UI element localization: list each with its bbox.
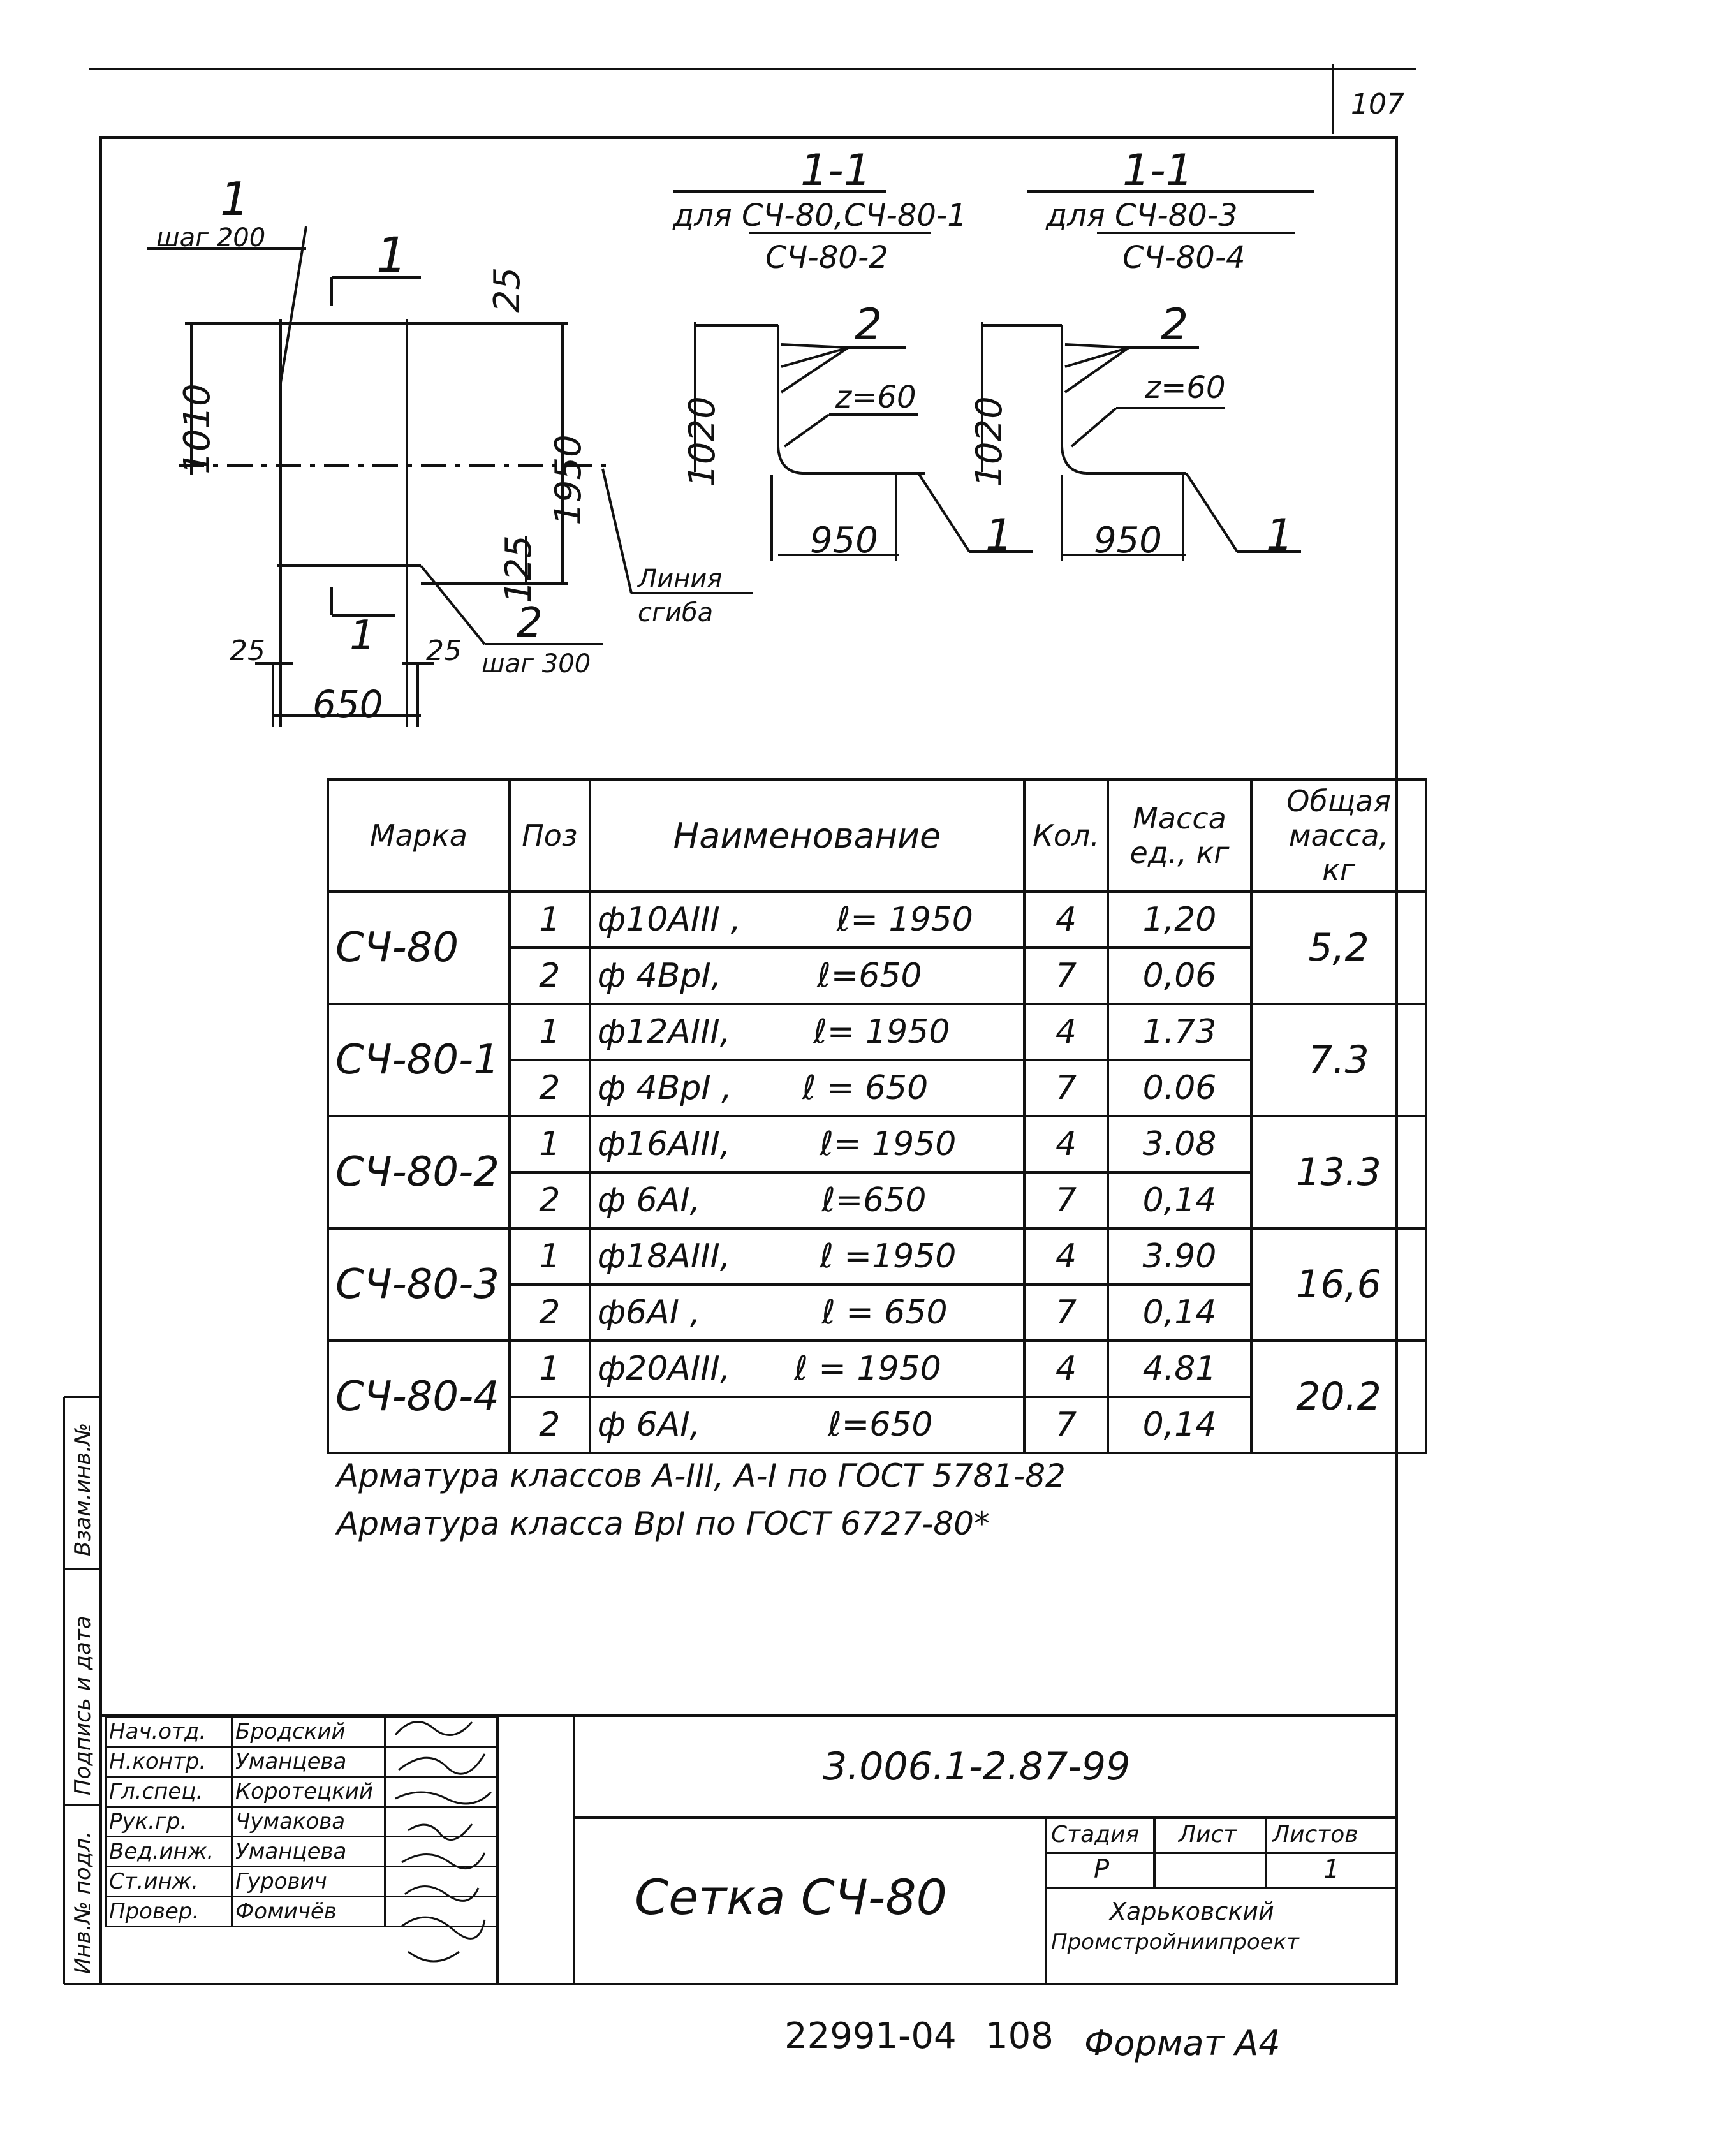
qty-cell: 4: [1024, 1004, 1108, 1060]
section-b-title: 1-1: [1122, 145, 1194, 196]
name-cell: [590, 892, 1025, 948]
pos-cell: 2: [510, 1397, 590, 1453]
section-b-z-label: z=60: [1145, 370, 1226, 406]
plan-callout-1: 1: [220, 172, 249, 226]
table-header-row: [328, 779, 1426, 892]
total-cell: 7.3: [1251, 1004, 1426, 1116]
mark-cell: СЧ-80-3: [328, 1228, 510, 1341]
bend-line-label-1: Линия: [638, 564, 723, 594]
plan-callout-2: 2: [517, 600, 543, 647]
mass-cell: 3.08: [1108, 1116, 1251, 1172]
mass-cell: 1.73: [1108, 1004, 1251, 1060]
mark-cell: СЧ-80: [328, 892, 510, 1004]
section-a-dim-950: 950: [810, 520, 878, 561]
header-total-mass: [1251, 779, 1426, 892]
len: ℓ =1950: [820, 1237, 957, 1276]
section-a-callout-2: 2: [855, 300, 883, 350]
name-cell: [590, 1228, 1025, 1285]
name-cell: [590, 1004, 1025, 1060]
pos-cell: 2: [510, 1060, 590, 1116]
dia: ф 4ВрI,: [597, 957, 722, 995]
section-b-callout-1: 1: [1266, 510, 1294, 561]
bend-line-label-2: сгиба: [638, 598, 714, 628]
section-b-subtitle-2: СЧ-80-4: [1122, 240, 1246, 276]
mass-cell: 0,06: [1108, 948, 1251, 1004]
signer-role: Гл.спец.: [106, 1777, 232, 1807]
qty-cell: 4: [1024, 1228, 1108, 1285]
len: ℓ=650: [817, 957, 922, 995]
header-unit-mass: [1108, 779, 1251, 892]
dia: ф 6АI,: [597, 1406, 701, 1444]
section-b-dim-1020: 1020: [968, 396, 1010, 487]
side-label-replace-inv: Взам.инв.№: [70, 1422, 96, 1556]
signer-role: Вед.инж.: [106, 1837, 232, 1867]
name-cell: [590, 1172, 1025, 1228]
footer-page: 108: [985, 2015, 1054, 2057]
len: ℓ = 650: [821, 1293, 948, 1332]
header-unit-mass-line2: ед., кг: [1129, 836, 1230, 870]
plan-callout-1-note: шаг 200: [156, 223, 266, 253]
total-cell: 16,6: [1251, 1228, 1426, 1341]
section-a-title: 1-1: [800, 145, 872, 196]
note-line-1: Арматура классов А-III, А-I по ГОСТ 5781-82: [337, 1457, 1066, 1494]
table-row: [328, 1228, 1426, 1285]
signer-name: Уманцева: [232, 1837, 385, 1867]
dia: ф 4ВрI ,: [597, 1069, 732, 1107]
table-row: [328, 1116, 1426, 1172]
qty-cell: 4: [1024, 1116, 1108, 1172]
side-label-orig-inv: Инв.№ подл.: [70, 1831, 96, 1974]
plan-callout-2-note: шаг 300: [482, 649, 591, 679]
section-b-dim-950: 950: [1094, 520, 1162, 561]
organization-line-2: Промстройниипроект: [1051, 1929, 1299, 1955]
dim-1950: 1950: [547, 434, 589, 526]
qty-cell: 7: [1024, 1172, 1108, 1228]
name-cell: [590, 1285, 1025, 1341]
dia: ф20АIII,: [597, 1350, 731, 1388]
signer-name: Бродский: [232, 1717, 385, 1747]
signer-role: Нач.отд.: [106, 1717, 232, 1747]
name-cell: [590, 1341, 1025, 1397]
dim-1010: 1010: [176, 383, 218, 475]
header-total-mass-line2: масса,: [1288, 818, 1389, 853]
total-cell: 13.3: [1251, 1116, 1426, 1228]
mark-cell: СЧ-80-2: [328, 1116, 510, 1228]
mass-cell: 0,14: [1108, 1285, 1251, 1341]
pos-cell: 1: [510, 892, 590, 948]
section-a-subtitle-2: СЧ-80-2: [765, 240, 888, 276]
dim-25-right: 25: [426, 635, 462, 667]
header-pos: Поз: [510, 779, 590, 892]
section-a-dim-1020: 1020: [681, 396, 723, 487]
pos-cell: 2: [510, 1285, 590, 1341]
dim-25-top: 25: [487, 267, 529, 313]
signer-role: Н.контр.: [106, 1747, 232, 1777]
table-row: [328, 1004, 1426, 1060]
mark-cell: СЧ-80-4: [328, 1341, 510, 1453]
total-cell: 5,2: [1251, 892, 1426, 1004]
len: ℓ = 1950: [794, 1350, 941, 1388]
section-b-callout-2: 2: [1161, 300, 1189, 350]
pos-cell: 1: [510, 1228, 590, 1285]
qty-cell: 4: [1024, 892, 1108, 948]
len: ℓ= 1950: [813, 1013, 950, 1051]
dim-25-left: 25: [230, 635, 265, 667]
dia: ф 6АI,: [597, 1181, 701, 1219]
section-b-subtitle-1: для СЧ-80-3: [1046, 198, 1238, 233]
mass-cell: 4.81: [1108, 1341, 1251, 1397]
mass-cell: 3.90: [1108, 1228, 1251, 1285]
name-cell: [590, 1397, 1025, 1453]
mass-cell: 1,20: [1108, 892, 1251, 948]
mass-cell: 0,14: [1108, 1172, 1251, 1228]
footer-format: Формат А4: [1084, 2023, 1281, 2063]
mark-cell: СЧ-80-1: [328, 1004, 510, 1116]
pos-cell: 2: [510, 948, 590, 1004]
signer-name: Коротецкий: [232, 1777, 385, 1807]
pos-cell: 2: [510, 1172, 590, 1228]
section-a-callout-1: 1: [985, 510, 1013, 561]
len: ℓ=650: [821, 1181, 927, 1219]
signer-name: Гурович: [232, 1867, 385, 1897]
side-label-signature-date: Подпись и дата: [70, 1616, 96, 1795]
header-total-mass-line3: кг: [1322, 853, 1356, 887]
len: ℓ = 650: [802, 1069, 929, 1107]
signer-role: Ст.инж.: [106, 1867, 232, 1897]
pos-cell: 1: [510, 1004, 590, 1060]
qty-cell: 7: [1024, 1397, 1108, 1453]
qty-cell: 7: [1024, 948, 1108, 1004]
page-number: 107: [1351, 88, 1404, 121]
name-cell: [590, 1060, 1025, 1116]
signer-name: Уманцева: [232, 1747, 385, 1777]
header-qty: Кол.: [1024, 779, 1108, 892]
section-mark-top: 1: [376, 226, 408, 283]
section-a-subtitle-1: для СЧ-80,СЧ-80-1: [673, 198, 967, 233]
qty-cell: 4: [1024, 1341, 1108, 1397]
name-cell: [590, 1116, 1025, 1172]
qty-cell: 7: [1024, 1285, 1108, 1341]
pos-cell: 1: [510, 1116, 590, 1172]
pos-cell: 1: [510, 1341, 590, 1397]
signer-role: Провер.: [106, 1897, 232, 1927]
table-row: [328, 892, 1426, 948]
document-code: 3.006.1-2.87-99: [823, 1744, 1131, 1789]
dia: ф16АIII,: [597, 1125, 731, 1163]
signatures: [389, 1709, 504, 1977]
name-cell: [590, 948, 1025, 1004]
mass-cell: 0.06: [1108, 1060, 1251, 1116]
dia: ф12АIII,: [597, 1013, 731, 1051]
header-mark: Марка: [328, 779, 510, 892]
header-name: Наименование: [590, 779, 1025, 892]
table-row: [328, 1341, 1426, 1397]
sheet-label: Лист: [1179, 1822, 1237, 1848]
signer-name: Чумакова: [232, 1807, 385, 1837]
signer-name: Фомичёв: [232, 1897, 385, 1927]
dia: ф10АIII ,: [597, 901, 741, 939]
total-cell: 20.2: [1251, 1341, 1426, 1453]
sheets-label: Листов: [1272, 1822, 1358, 1848]
stage-label: Стадия: [1051, 1822, 1140, 1848]
len: ℓ=650: [828, 1406, 933, 1444]
mass-cell: 0,14: [1108, 1397, 1251, 1453]
note-line-2: Арматура класса ВрI по ГОСТ 6727-80*: [337, 1505, 990, 1542]
sheets-value: 1: [1323, 1855, 1340, 1884]
dim-125: 125: [497, 535, 540, 603]
stage-value: Р: [1094, 1855, 1110, 1884]
organization-line-1: Харьковский: [1110, 1897, 1274, 1926]
signer-role: Рук.гр.: [106, 1807, 232, 1837]
dim-650: 650: [313, 682, 383, 726]
dia: ф6АI ,: [597, 1293, 701, 1332]
dia: ф18АIII,: [597, 1237, 731, 1276]
len: ℓ= 1950: [820, 1125, 957, 1163]
header-total-mass-line1: Общая: [1286, 784, 1391, 818]
section-a-z-label: z=60: [835, 379, 916, 415]
len: ℓ= 1950: [836, 901, 973, 939]
drawing-title: Сетка СЧ-80: [635, 1869, 948, 1926]
header-unit-mass-line1: Масса: [1133, 801, 1226, 836]
section-mark-bottom: 1: [349, 612, 376, 659]
footer-number: 22991-04: [784, 2015, 957, 2057]
specification-table: [327, 778, 1427, 1454]
qty-cell: 7: [1024, 1060, 1108, 1116]
